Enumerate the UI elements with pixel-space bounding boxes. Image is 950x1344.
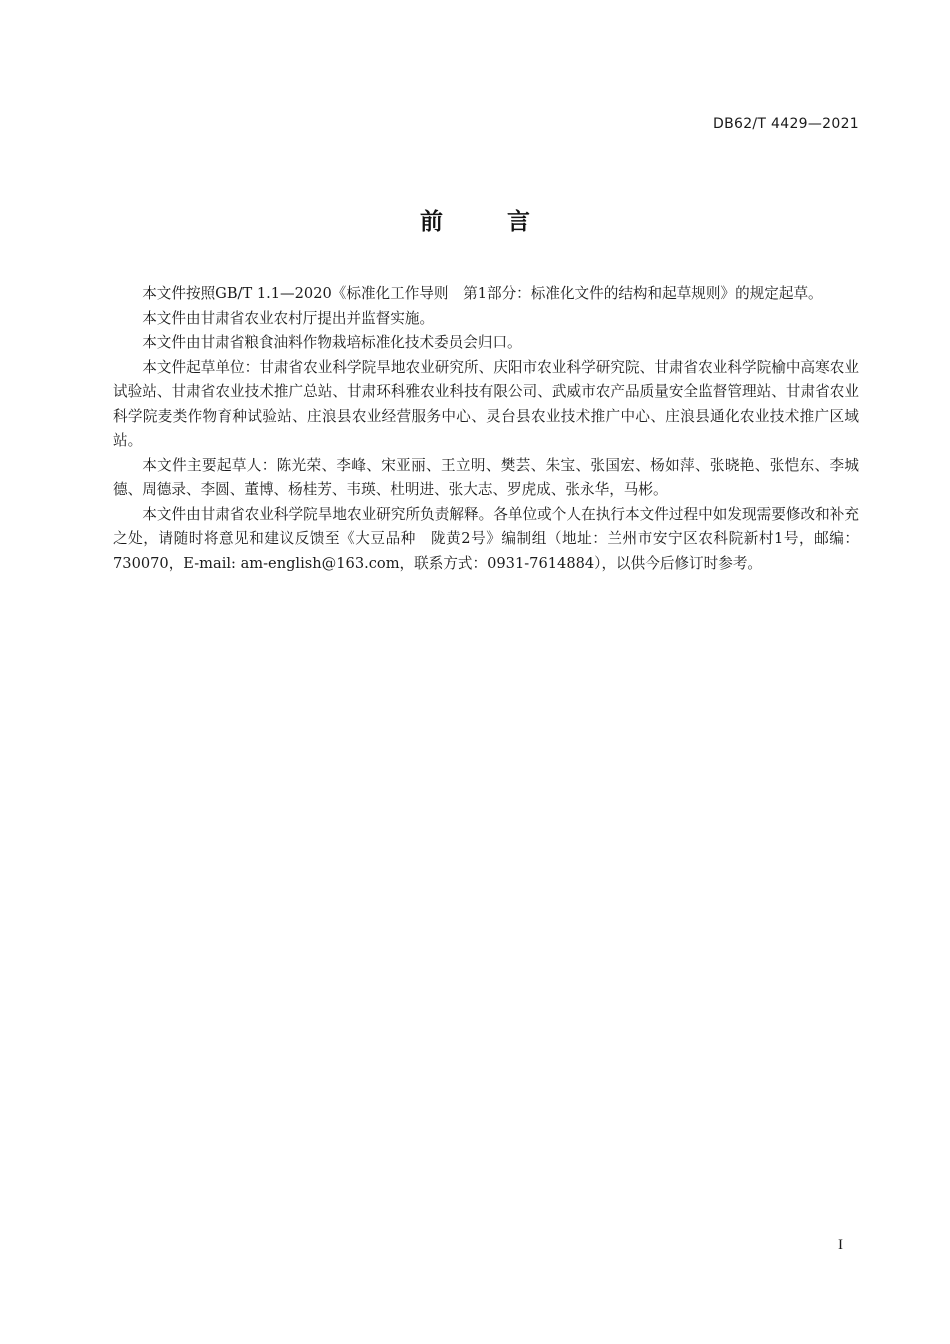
paragraph-drafting-basis: 本文件按照GB/T 1.1—2020《标准化工作导则 第1部分：标准化文件的结构和起草规则》的规定起草。 [142, 285, 823, 302]
document-code: DB62/T 4429—2021 [713, 116, 859, 132]
title-char-2: 言 [507, 209, 530, 235]
paragraph-proposer: 本文件由甘肃省农业农村厅提出并监督实施。 [142, 309, 435, 327]
page-title [0, 203, 950, 236]
paragraph-centralized-unit: 本文件由甘肃省粮食油料作物栽培标准化技术委员会归口。 [142, 334, 522, 351]
foreword-body [113, 282, 859, 576]
paragraph-interpretation: 本文件由甘肃省农业科学院旱地农业研究所负责解释。各单位或个人在执行本文件过程中如发现需要修改和补充之处，请随时将意见和建议反馈至《大豆品种 陇黄2号》编制组（地址：兰州市安宁区农科院新村1号，邮编：730070，E-mail: am-english@163.com，联系方式：0931-7614884），以供今后修订时参考。 [113, 505, 859, 572]
paragraph-main-drafters: 本文件主要起草人：陈光荣、李峰、宋亚丽、王立明、樊芸、朱宝、张国宏、杨如萍、张晓艳、张恺东、李城德、周德录、李圆、董博、杨桂芳、韦瑛、杜明进、张大志、罗虎成、张永华，马彬。 [113, 456, 859, 498]
page-number: I [838, 1237, 843, 1253]
paragraph-drafting-units: 本文件起草单位：甘肃省农业科学院旱地农业研究所、庆阳市农业科学研究院、甘肃省农业科学院榆中高寒农业试验站、甘肃省农业技术推广总站、甘肃环科雅农业科技有限公司、武威市农产品质量安全监督管理站、甘肃省农业科学院麦类作物育种试验站、庄浪县农业经营服务中心、灵台县农业技术推广中心、庄浪县通化农业技术推广区域站。 [113, 358, 859, 449]
title-char-1: 前 [420, 209, 443, 235]
